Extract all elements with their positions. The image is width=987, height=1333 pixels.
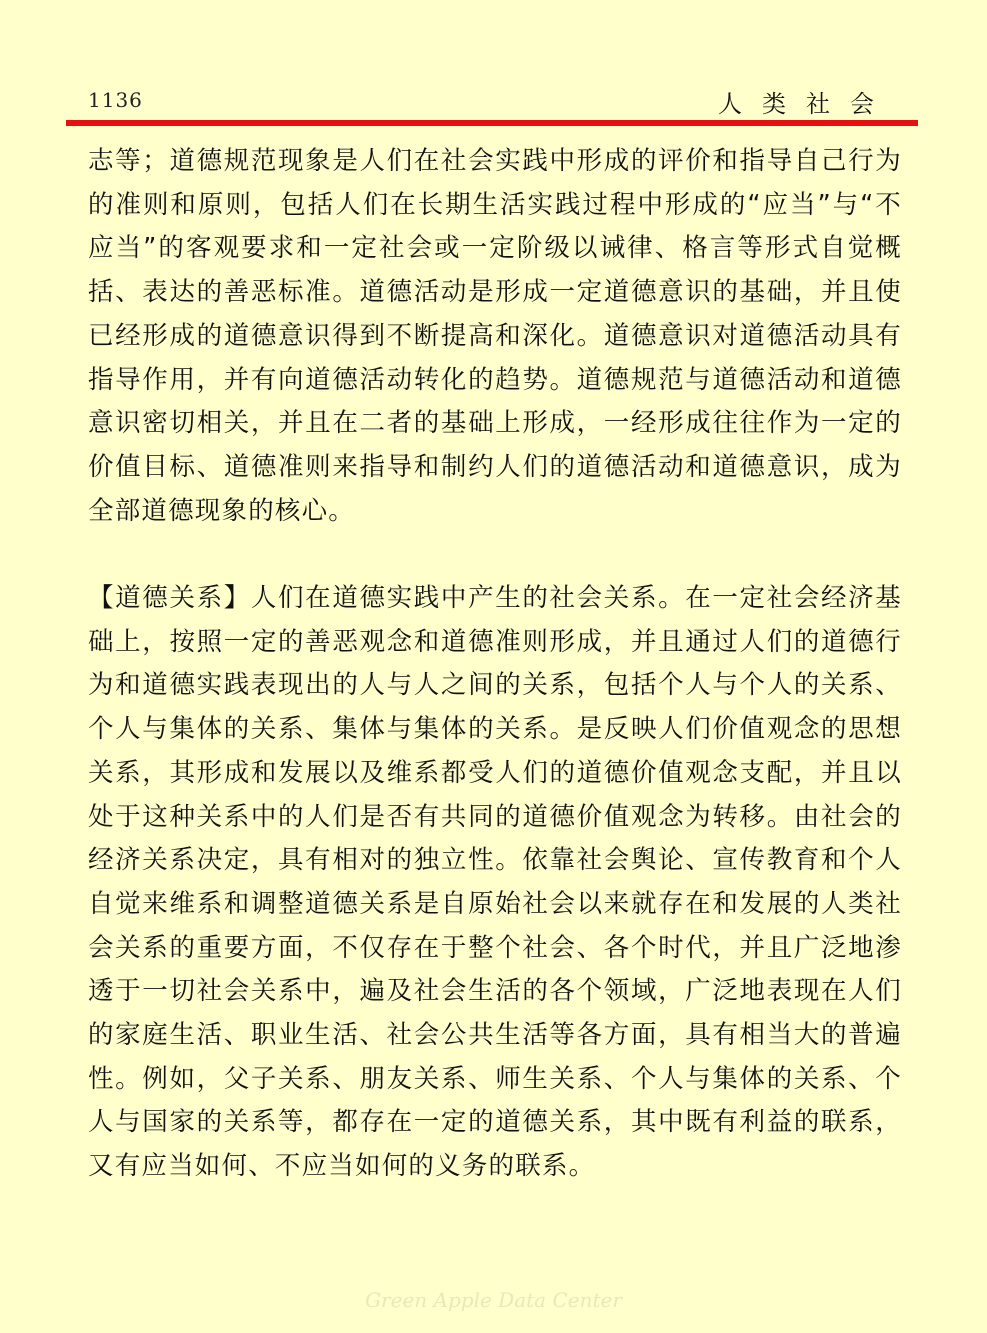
page-number: 1136 xyxy=(88,88,143,112)
entry-definition: 人们在道德实践中产生的社会关系。在一定社会经济基础上，按照一定的善恶观念和道德准则形成，并且通过人们的道德行为和道德实践表现出的人与人之间的关系，包括个人与个人的关系、个人与集体的关系、集体与集体的关系。是反映人们价值观念的思想关系，其形成和发展以及维系都受人们的道德价值观念支配，并且以处于这种关系中的人们是否有共同的道德价值观念为转移。由社会的经济关系决定，具有相对的独立性。依靠社会舆论、宣传教育和个人自觉来维系和调整道德关系是自原始社会以来就存在和发展的人类社会关系的重要方面，不仅存在于整个社会、各个时代，并且广泛地渗透于一切社会关系中，遍及社会生活的各个领域，广泛地表现在人们的家庭生活、职业生活、社会公共生活等各方面，具有相当大的普遍性。例如，父子关系、朋友关系、师生关系、个人与集体的关系、个人与国家的关系等，都存在一定的道德关系，其中既有利益的联系，又有应当如何、不应当如何的义务的联系。 xyxy=(88,583,902,1182)
page-body xyxy=(88,140,902,1189)
running-title: 人类社会 xyxy=(718,90,894,118)
entry-term: 【道德关系】 xyxy=(88,583,251,614)
page-header xyxy=(88,84,898,118)
paragraph-continuation: 志等；道德规范现象是人们在社会实践中形成的评价和指导自己行为的准则和原则，包括人们在长期生活实践过程中形成的“应当”与“不应当”的客观要求和一定社会或一定阶级以诫律、格言等形式自觉概括、表达的善恶标准。道德活动是形成一定道德意识的基础，并且使已经形成的道德意识得到不断提高和深化。道德意识对道德活动具有指导作用，并有向道德活动转化的趋势。道德规范与道德活动和道德意识密切相关，并且在二者的基础上形成，一经形成往往作为一定的价值目标、道德准则来指导和制约人们的道德活动和道德意识，成为全部道德现象的核心。 xyxy=(88,146,902,526)
dictionary-entry xyxy=(88,577,902,1189)
header-rule xyxy=(66,120,918,126)
watermark: Green Apple Data Center xyxy=(365,1288,622,1312)
